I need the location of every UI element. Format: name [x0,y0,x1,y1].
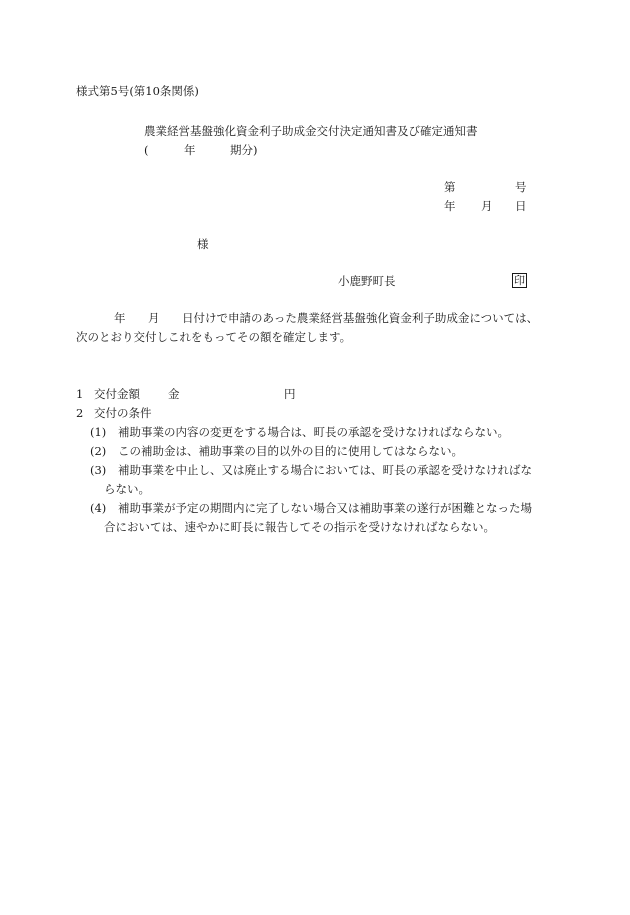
addressee-sama: 様 [197,237,209,251]
condition-4-text: 補助事業が予定の期間内に完了しない場合又は補助事業の遂行が困難となった場 [118,501,532,515]
condition-4-text-cont: 合においては、速やかに町長に報告してその指示を受けなければならない。 [104,520,495,534]
body-year: 年 [114,311,126,325]
date-year: 年 [444,199,456,213]
form-number: 様式第5号(第10条関係) [76,84,199,98]
issuer-title: 小鹿野町長 [338,274,396,288]
condition-3-text-cont: らない。 [104,482,150,496]
item1-yen: 円 [284,387,296,401]
condition-2-text: この補助金は、補助事業の目的以外の目的に使用してはならない。 [118,444,463,458]
document-title: 農業経営基盤強化資金利子助成金交付決定通知書及び確定通知書 [144,124,478,138]
item2-number: 2 [76,406,84,420]
body-line2: 次のとおり交付しこれをもってその額を確定します。 [76,330,352,344]
body-line1: 日付けで申請のあった農業経営基盤強化資金利子助成金については、 [182,311,539,325]
condition-4-number: (4) [90,501,107,515]
period-open: ( [144,143,149,157]
doc-number-dai: 第 [444,180,456,194]
period-year: 年 [184,143,196,157]
body-month: 月 [148,311,160,325]
date-month: 月 [481,199,493,213]
item2-label: 交付の条件 [94,406,152,420]
period-suffix: 期分) [230,143,258,157]
doc-number-go: 号 [515,180,527,194]
condition-1-number: (1) [90,425,107,439]
item1-label: 交付金額 [94,387,140,401]
item1-number: 1 [76,387,84,401]
condition-3-number: (3) [90,463,107,477]
seal-mark: 印 [514,274,525,287]
condition-3-text: 補助事業を中止し、又は廃止する場合においては、町長の承認を受けなければな [118,463,532,477]
condition-2-number: (2) [90,444,107,458]
date-day: 日 [515,199,527,213]
condition-1-text: 補助事業の内容の変更をする場合は、町長の承認を受けなければならない。 [118,425,509,439]
item1-kin: 金 [168,387,180,401]
